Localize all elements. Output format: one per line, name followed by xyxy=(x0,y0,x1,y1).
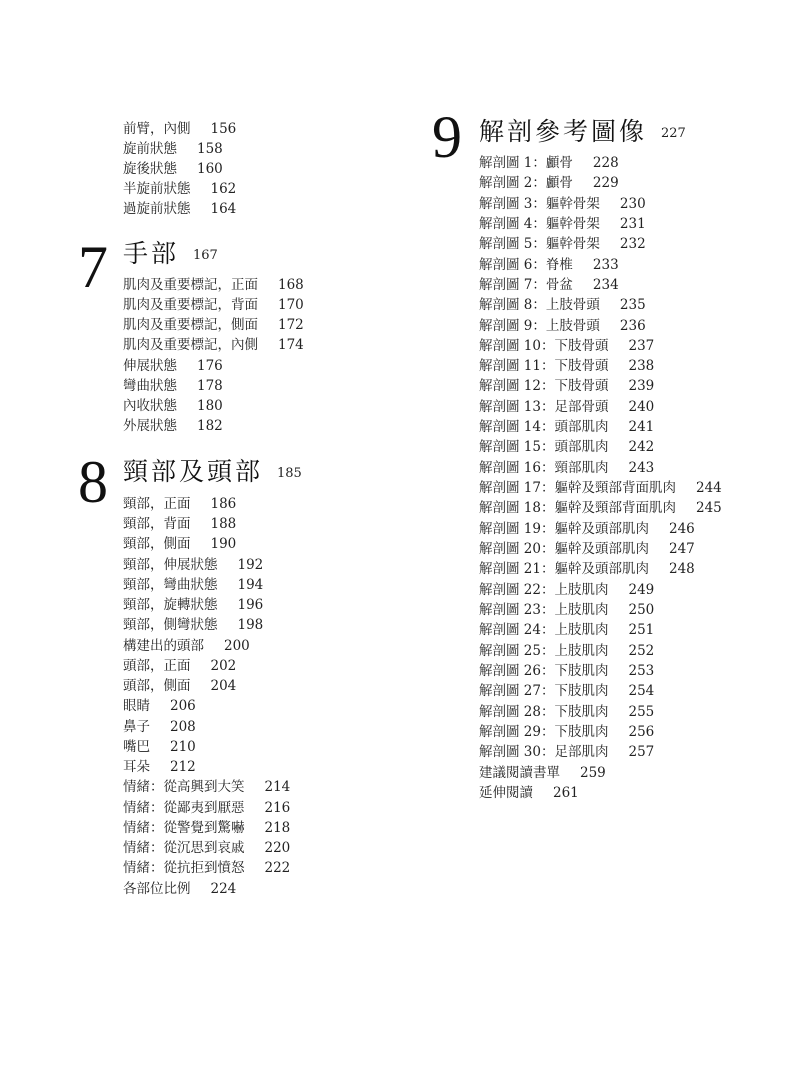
toc-entry-page: 192 xyxy=(237,557,264,573)
toc-entry[interactable] xyxy=(479,437,654,457)
toc-entry-page: 249 xyxy=(628,582,655,598)
toc-entry-label: 解剖圖 2：顱骨 xyxy=(479,175,573,191)
toc-entry-page: 186 xyxy=(210,496,237,512)
toc-entry[interactable] xyxy=(479,275,619,295)
toc-entry[interactable] xyxy=(123,858,290,878)
toc-entry-label: 解剖圖 6：脊椎 xyxy=(479,257,573,273)
toc-entry-page: 229 xyxy=(592,175,619,191)
toc-entry[interactable] xyxy=(479,742,654,762)
toc-entry-page: 243 xyxy=(628,460,655,476)
toc-entry-page: 214 xyxy=(264,779,291,795)
toc-entry[interactable] xyxy=(479,316,646,336)
toc-entry[interactable] xyxy=(479,559,695,579)
toc-entry-label: 肌肉及重要標記，側面 xyxy=(123,317,258,333)
toc-entry-label: 頭部，側面 xyxy=(123,678,191,694)
toc-entry[interactable] xyxy=(479,153,619,173)
toc-entry-page: 170 xyxy=(278,297,304,313)
toc-entry-label: 情緒：從沉思到哀戚 xyxy=(123,840,245,856)
toc-entry[interactable] xyxy=(479,620,654,640)
toc-entry-page: 241 xyxy=(628,419,655,435)
toc-entry[interactable] xyxy=(479,356,654,376)
toc-entry-page: 238 xyxy=(628,358,655,374)
toc-entry-page: 220 xyxy=(264,840,291,856)
toc-entry-label: 解剖圖 1：顱骨 xyxy=(479,155,573,171)
toc-entry[interactable] xyxy=(479,397,654,417)
toc-entry-page: 176 xyxy=(197,358,223,374)
toc-entry[interactable] xyxy=(123,356,223,376)
toc-entry-page: 204 xyxy=(210,678,237,694)
toc-entry[interactable] xyxy=(479,661,654,681)
toc-entry[interactable] xyxy=(479,783,579,803)
toc-entry-page: 250 xyxy=(628,602,655,618)
toc-entry[interactable] xyxy=(479,234,646,254)
toc-entry-page: 174 xyxy=(278,337,304,353)
toc-entry-label: 情緒：從抗拒到憤怒 xyxy=(123,860,245,876)
chapter-7-title: 手部 xyxy=(123,239,180,268)
toc-entry[interactable] xyxy=(123,376,223,396)
toc-entry-page: 256 xyxy=(628,724,655,740)
toc-entry[interactable] xyxy=(123,575,263,595)
toc-entry-label: 情緒：從鄙夷到厭惡 xyxy=(123,800,245,816)
toc-entry[interactable] xyxy=(123,315,304,335)
toc-entry[interactable] xyxy=(479,763,606,783)
toc-entry-page: 190 xyxy=(210,536,237,552)
toc-entry[interactable] xyxy=(123,494,236,514)
toc-entry[interactable] xyxy=(123,416,223,436)
toc-entry[interactable] xyxy=(479,702,654,722)
toc-entry[interactable] xyxy=(123,335,304,355)
chapter-7-heading[interactable] xyxy=(123,240,218,271)
toc-entry[interactable] xyxy=(123,159,223,179)
toc-entry[interactable] xyxy=(123,818,290,838)
toc-entry-page: 202 xyxy=(210,658,237,674)
toc-entry-label: 內收狀態 xyxy=(123,398,177,414)
toc-entry-label: 過旋前狀態 xyxy=(123,201,191,217)
toc-entry-label: 肌肉及重要標記，內側 xyxy=(123,337,258,353)
toc-entry-page: 247 xyxy=(668,541,695,557)
toc-entry-page: 172 xyxy=(278,317,304,333)
toc-entry-label: 頸部，正面 xyxy=(123,496,191,512)
chapter-9-page: 227 xyxy=(661,126,686,141)
toc-entry-page: 194 xyxy=(237,577,264,593)
toc-entry-page: 212 xyxy=(170,759,196,775)
toc-entry[interactable] xyxy=(123,615,263,635)
toc-entry[interactable] xyxy=(479,722,654,742)
toc-entry-label: 頸部，伸展狀態 xyxy=(123,557,218,573)
toc-entry[interactable] xyxy=(123,139,223,159)
toc-entry-page: 235 xyxy=(619,297,646,313)
toc-entry-page: 164 xyxy=(210,201,237,217)
toc-entry-label: 解剖圖 5：軀幹骨架 xyxy=(479,236,600,252)
toc-entry-label: 解剖圖 23：上肢肌肉 xyxy=(479,602,609,618)
toc-entry[interactable] xyxy=(123,757,196,777)
toc-entry-page: 156 xyxy=(210,121,237,137)
toc-entry-page: 253 xyxy=(628,663,655,679)
toc-entry-label: 彎曲狀態 xyxy=(123,378,177,394)
toc-entry[interactable] xyxy=(123,676,236,696)
toc-entry-page: 168 xyxy=(278,277,304,293)
toc-entry-label: 解剖圖 27：下肢肌肉 xyxy=(479,683,609,699)
toc-entry[interactable] xyxy=(479,376,654,396)
toc-entry[interactable] xyxy=(123,777,290,797)
toc-entry[interactable] xyxy=(123,798,290,818)
toc-entry-label: 頸部，彎曲狀態 xyxy=(123,577,218,593)
toc-entry-label: 解剖圖 13：足部骨頭 xyxy=(479,399,609,415)
toc-entry-label: 解剖圖 7：骨盆 xyxy=(479,277,573,293)
toc-entry-label: 頸部，側彎狀態 xyxy=(123,617,218,633)
toc-entry-page: 200 xyxy=(224,638,250,654)
toc-entry-page: 198 xyxy=(237,617,264,633)
toc-entry-label: 嘴巴 xyxy=(123,739,150,755)
toc-entry-page: 196 xyxy=(237,597,264,613)
toc-entry-label: 旋後狀態 xyxy=(123,161,177,177)
toc-entry-page: 233 xyxy=(592,257,619,273)
toc-entry-label: 耳朵 xyxy=(123,759,150,775)
toc-entry-label: 頸部，背面 xyxy=(123,516,191,532)
toc-entry-page: 158 xyxy=(197,141,223,157)
toc-entry[interactable] xyxy=(123,555,263,575)
toc-entry[interactable] xyxy=(123,199,236,219)
toc-entry-page: 231 xyxy=(619,216,646,232)
toc-entry[interactable] xyxy=(479,194,646,214)
toc-entry-page: 206 xyxy=(170,698,196,714)
toc-entry-label: 解剖圖 4：軀幹骨架 xyxy=(479,216,600,232)
toc-entry[interactable] xyxy=(123,737,196,757)
chapter-9-number: 9 xyxy=(432,104,462,170)
toc-entry-label: 解剖圖 10：下肢骨頭 xyxy=(479,338,609,354)
toc-entry[interactable] xyxy=(123,275,304,295)
toc-entry-label: 肌肉及重要標記，背面 xyxy=(123,297,258,313)
chapter-8-page: 185 xyxy=(277,466,302,481)
toc-entry-label: 頸部，旋轉狀態 xyxy=(123,597,218,613)
toc-entry-label: 解剖圖 25：上肢肌肉 xyxy=(479,643,609,659)
toc-entry-page: 160 xyxy=(197,161,223,177)
toc-entry-label: 解剖圖 22：上肢肌肉 xyxy=(479,582,609,598)
toc-entry-page: 255 xyxy=(628,704,655,720)
toc-entry-page: 232 xyxy=(619,236,646,252)
toc-entry-page: 257 xyxy=(628,744,655,760)
toc-entry-page: 222 xyxy=(264,860,291,876)
toc-entry[interactable] xyxy=(479,295,646,315)
toc-entry-page: 208 xyxy=(170,719,196,735)
toc-entry-label: 延伸閱讀 xyxy=(479,785,533,801)
toc-entry-page: 248 xyxy=(668,561,695,577)
chapter-8-heading[interactable] xyxy=(123,458,302,489)
toc-entry-page: 240 xyxy=(628,399,655,415)
toc-entry-label: 解剖圖 18：軀幹及頸部背面肌肉 xyxy=(479,500,676,516)
toc-entry-page: 259 xyxy=(580,765,606,781)
toc-entry-page: 237 xyxy=(628,338,655,354)
toc-entry[interactable] xyxy=(479,681,654,701)
toc-entry-label: 解剖圖 20：軀幹及頭部肌肉 xyxy=(479,541,649,557)
toc-entry-page: 178 xyxy=(197,378,223,394)
toc-entry-page: 218 xyxy=(264,820,291,836)
toc-entry-page: 239 xyxy=(628,378,655,394)
toc-entry-label: 解剖圖 12：下肢骨頭 xyxy=(479,378,609,394)
toc-entry-label: 建議閱讀書單 xyxy=(479,765,560,781)
toc-entry-label: 解剖圖 26：下肢肌肉 xyxy=(479,663,609,679)
toc-entry-label: 伸展狀態 xyxy=(123,358,177,374)
chapter-8-number: 8 xyxy=(78,449,108,515)
toc-entry-page: 244 xyxy=(695,480,722,496)
toc-entry-page: 230 xyxy=(619,196,646,212)
toc-entry-label: 旋前狀態 xyxy=(123,141,177,157)
toc-entry-page: 216 xyxy=(264,800,291,816)
toc-entry[interactable] xyxy=(123,696,196,716)
toc-entry[interactable] xyxy=(479,539,695,559)
toc-entry-page: 254 xyxy=(628,683,655,699)
toc-entry-label: 解剖圖 8：上肢骨頭 xyxy=(479,297,600,313)
toc-entry-label: 解剖圖 14：頭部肌肉 xyxy=(479,419,609,435)
toc-entry-label: 鼻子 xyxy=(123,719,150,735)
toc-entry-page: 234 xyxy=(592,277,619,293)
toc-entry-label: 頭部，正面 xyxy=(123,658,191,674)
toc-entry-page: 228 xyxy=(592,155,619,171)
chapter-9-title: 解剖參考圖像 xyxy=(479,117,648,146)
toc-entry[interactable] xyxy=(123,295,304,315)
toc-entry-page: 236 xyxy=(619,318,646,334)
toc-entry-label: 解剖圖 11：下肢骨頭 xyxy=(479,358,609,374)
toc-entry-label: 解剖圖 29：下肢肌肉 xyxy=(479,724,609,740)
toc-entry[interactable] xyxy=(479,214,646,234)
toc-entry-page: 182 xyxy=(197,418,223,434)
toc-entry[interactable] xyxy=(479,580,654,600)
toc-entry[interactable] xyxy=(123,636,250,656)
toc-entry-page: 162 xyxy=(210,181,237,197)
chapter-7-number: 7 xyxy=(78,234,108,300)
toc-entry-label: 肌肉及重要標記，正面 xyxy=(123,277,258,293)
toc-entry-label: 解剖圖 21：軀幹及頭部肌肉 xyxy=(479,561,649,577)
toc-entry-label: 眼睛 xyxy=(123,698,150,714)
toc-entry[interactable] xyxy=(123,838,290,858)
toc-entry-label: 解剖圖 30：足部肌肉 xyxy=(479,744,609,760)
toc-entry-label: 解剖圖 17：軀幹及頸部背面肌肉 xyxy=(479,480,676,496)
toc-entry[interactable] xyxy=(123,396,223,416)
toc-entry-label: 解剖圖 15：頭部肌肉 xyxy=(479,439,609,455)
toc-entry[interactable] xyxy=(479,173,619,193)
toc-entry[interactable] xyxy=(123,534,236,554)
toc-entry-page: 224 xyxy=(210,881,237,897)
toc-entry-page: 252 xyxy=(628,643,655,659)
toc-entry[interactable] xyxy=(479,641,654,661)
toc-entry[interactable] xyxy=(479,417,654,437)
toc-entry-label: 解剖圖 19：軀幹及頭部肌肉 xyxy=(479,521,649,537)
toc-entry-label: 解剖圖 3：軀幹骨架 xyxy=(479,196,600,212)
toc-entry[interactable] xyxy=(479,336,654,356)
toc-entry[interactable] xyxy=(479,458,654,478)
toc-entry-label: 解剖圖 24：上肢肌肉 xyxy=(479,622,609,638)
toc-entry-page: 180 xyxy=(197,398,223,414)
toc-entry-page: 210 xyxy=(170,739,196,755)
toc-entry-label: 解剖圖 9：上肢骨頭 xyxy=(479,318,600,334)
toc-entry-page: 246 xyxy=(668,521,695,537)
toc-entry-label: 各部位比例 xyxy=(123,881,191,897)
toc-entry-label: 解剖圖 16：頸部肌肉 xyxy=(479,460,609,476)
toc-entry[interactable] xyxy=(123,179,236,199)
toc-entry-page: 261 xyxy=(553,785,579,801)
toc-entry[interactable] xyxy=(123,656,236,676)
toc-entry-label: 解剖圖 28：下肢肌肉 xyxy=(479,704,609,720)
toc-entry-label: 前臂，內側 xyxy=(123,121,191,137)
toc-entry-label: 情緒：從高興到大笑 xyxy=(123,779,245,795)
toc-entry[interactable] xyxy=(479,255,619,275)
toc-entry[interactable] xyxy=(123,514,236,534)
toc-entry-page: 188 xyxy=(210,516,237,532)
toc-entry[interactable] xyxy=(479,600,654,620)
toc-entry-page: 251 xyxy=(628,622,655,638)
toc-entry-page: 245 xyxy=(695,500,722,516)
toc-entry[interactable] xyxy=(123,879,236,899)
toc-entry[interactable] xyxy=(479,498,722,518)
chapter-8-title: 頸部及頭部 xyxy=(123,457,264,486)
toc-entry[interactable] xyxy=(123,119,236,139)
toc-entry-label: 頸部，側面 xyxy=(123,536,191,552)
toc-entry-label: 半旋前狀態 xyxy=(123,181,191,197)
chapter-7-page: 167 xyxy=(193,248,218,263)
toc-entry-label: 情緒：從警覺到驚嚇 xyxy=(123,820,245,836)
toc-entry[interactable] xyxy=(123,595,263,615)
toc-entry[interactable] xyxy=(479,519,695,539)
toc-entry[interactable] xyxy=(123,717,196,737)
toc-entry-label: 構建出的頭部 xyxy=(123,638,204,654)
toc-entry[interactable] xyxy=(479,478,722,498)
chapter-9-heading[interactable] xyxy=(479,118,686,149)
toc-entry-label: 外展狀態 xyxy=(123,418,177,434)
toc-entry-page: 242 xyxy=(628,439,655,455)
